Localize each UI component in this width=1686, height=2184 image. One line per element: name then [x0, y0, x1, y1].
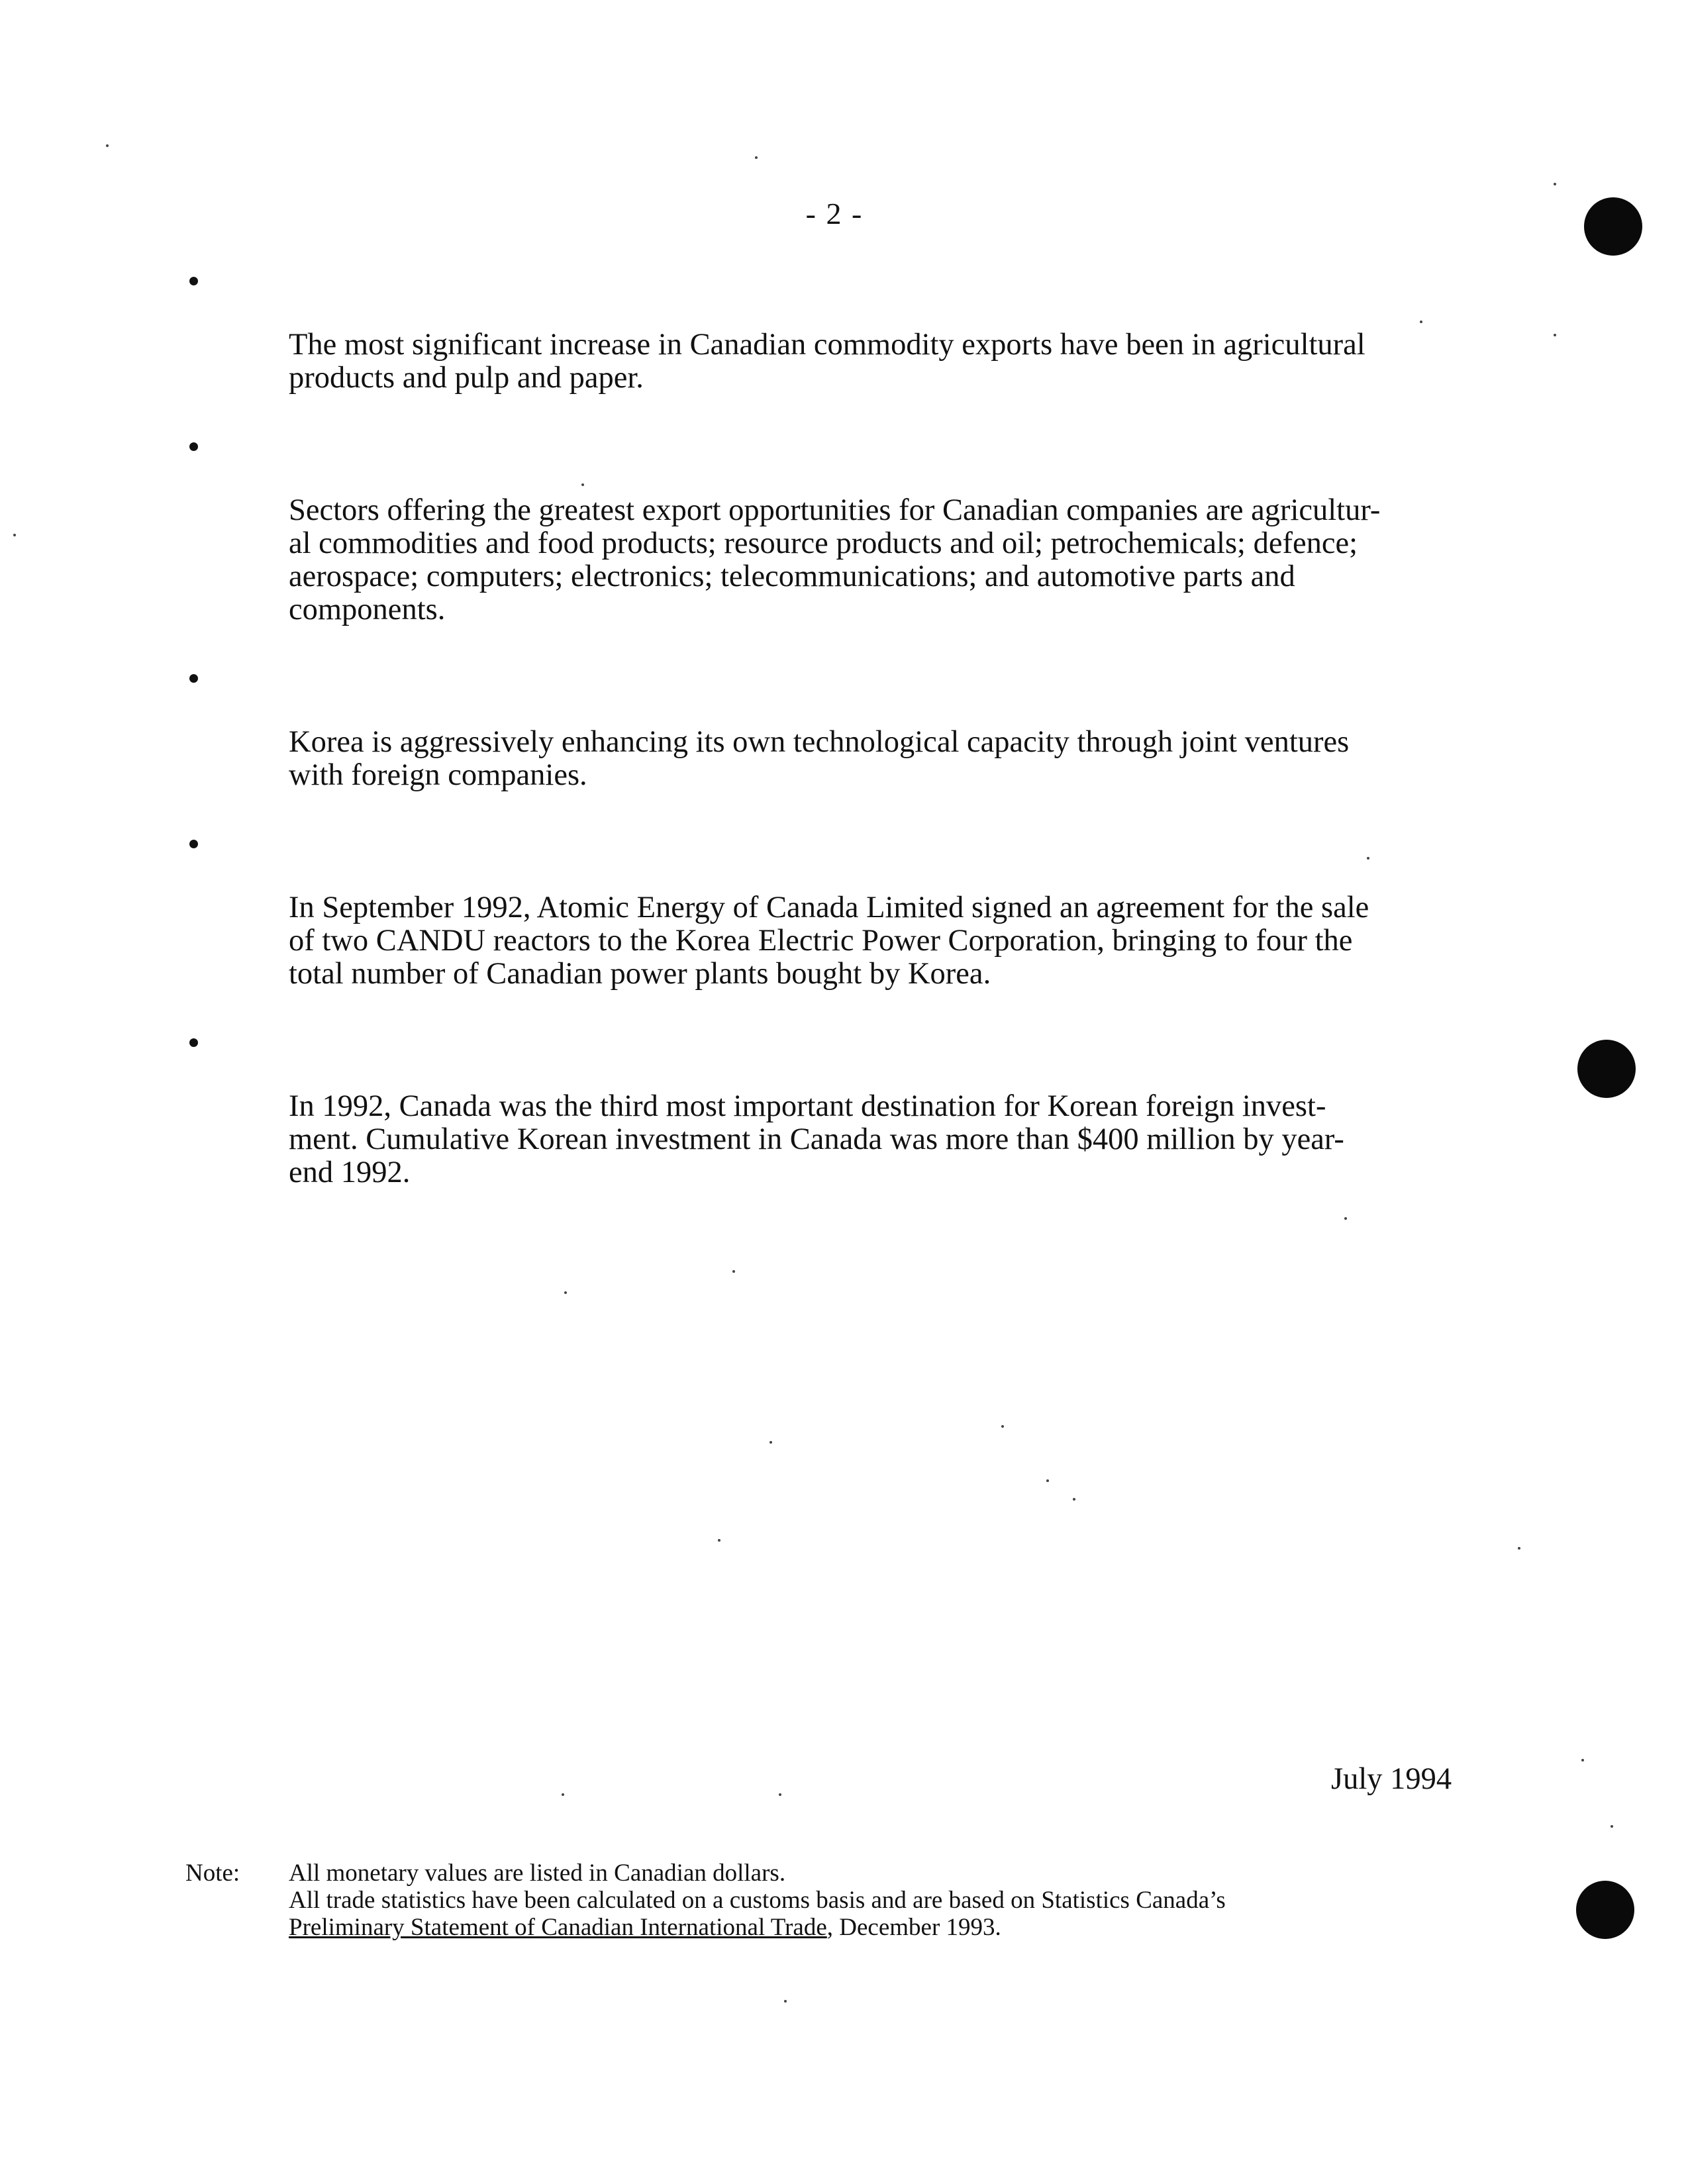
page-number: - 2 - [805, 197, 864, 230]
scan-speck [1611, 1825, 1613, 1828]
bullet-text: In 1992, Canada was the third most important destination for Korean foreign invest- ment. Cumulative Korean investment in Canada was more than $400 million by year- end 1992. [289, 1089, 1344, 1189]
scan-speck [779, 1793, 781, 1796]
list-item [180, 428, 1478, 626]
source-suffix: , December 1993. [826, 1914, 1001, 1941]
scan-speck [1073, 1498, 1075, 1501]
bullet-icon [189, 840, 198, 848]
scan-speck [769, 1441, 772, 1444]
scan-speck [1367, 857, 1369, 860]
bullet-text: Korea is aggressively enhancing its own technological capacity through joint ventures with foreign companies. [289, 725, 1350, 792]
list-item [180, 660, 1478, 792]
scan-speck [564, 1291, 567, 1294]
source-title: Preliminary Statement of Canadian International Trade [289, 1914, 827, 1941]
scan-speck [106, 144, 109, 147]
note-line-source [289, 1914, 1444, 1941]
note-body [289, 1860, 1444, 1941]
scan-speck [581, 483, 584, 486]
scan-speck [732, 1270, 735, 1273]
scan-speck [1554, 334, 1556, 336]
bullet-icon [189, 1038, 198, 1047]
list-item [180, 262, 1478, 395]
list-item [180, 825, 1478, 991]
footnote [185, 1860, 1444, 1941]
list-item [180, 1024, 1478, 1189]
bullet-icon [189, 277, 198, 285]
scan-speck [718, 1539, 720, 1542]
scan-speck [1001, 1425, 1004, 1428]
note-label: Note: [185, 1860, 240, 1887]
scan-speck [1046, 1479, 1049, 1482]
note-line-currency: All monetary values are listed in Canadian dollars. [289, 1860, 786, 1887]
bullet-icon [189, 674, 198, 683]
punch-hole-icon [1584, 197, 1642, 256]
bullet-list [180, 262, 1478, 1222]
scan-speck [562, 1793, 564, 1796]
scan-speck [1581, 1759, 1584, 1762]
punch-hole-icon [1576, 1881, 1634, 1939]
scan-speck [755, 156, 758, 159]
scan-speck [13, 534, 16, 536]
scan-speck [1518, 1547, 1520, 1550]
bullet-text: Sectors offering the greatest export opportunities for Canadian companies are agricultur- al commodities and food products; resource products and oil; petrochemicals; defence; aerospace; computers; electronics; telecommunications; and automotive parts and components. [289, 493, 1381, 626]
punch-hole-icon [1577, 1040, 1636, 1098]
scan-speck [1420, 321, 1422, 323]
bullet-icon [189, 442, 198, 451]
scan-speck [784, 2000, 787, 2003]
scan-speck [1344, 1217, 1347, 1220]
bullet-text: In September 1992, Atomic Energy of Canada Limited signed an agreement for the sale of two CANDU reactors to the Korea Electric Power Corporation, bringing to four the total number of Canadian power plants bought by Korea. [289, 891, 1369, 991]
scan-speck [1554, 183, 1556, 185]
bullet-text: The most significant increase in Canadian commodity exports have been in agricultural products and pulp and paper. [289, 328, 1365, 395]
note-line-statistics: All trade statistics have been calculated on a customs basis and are based on Statistics Canada’s [289, 1887, 1226, 1914]
document-date: July 1994 [1331, 1762, 1452, 1796]
